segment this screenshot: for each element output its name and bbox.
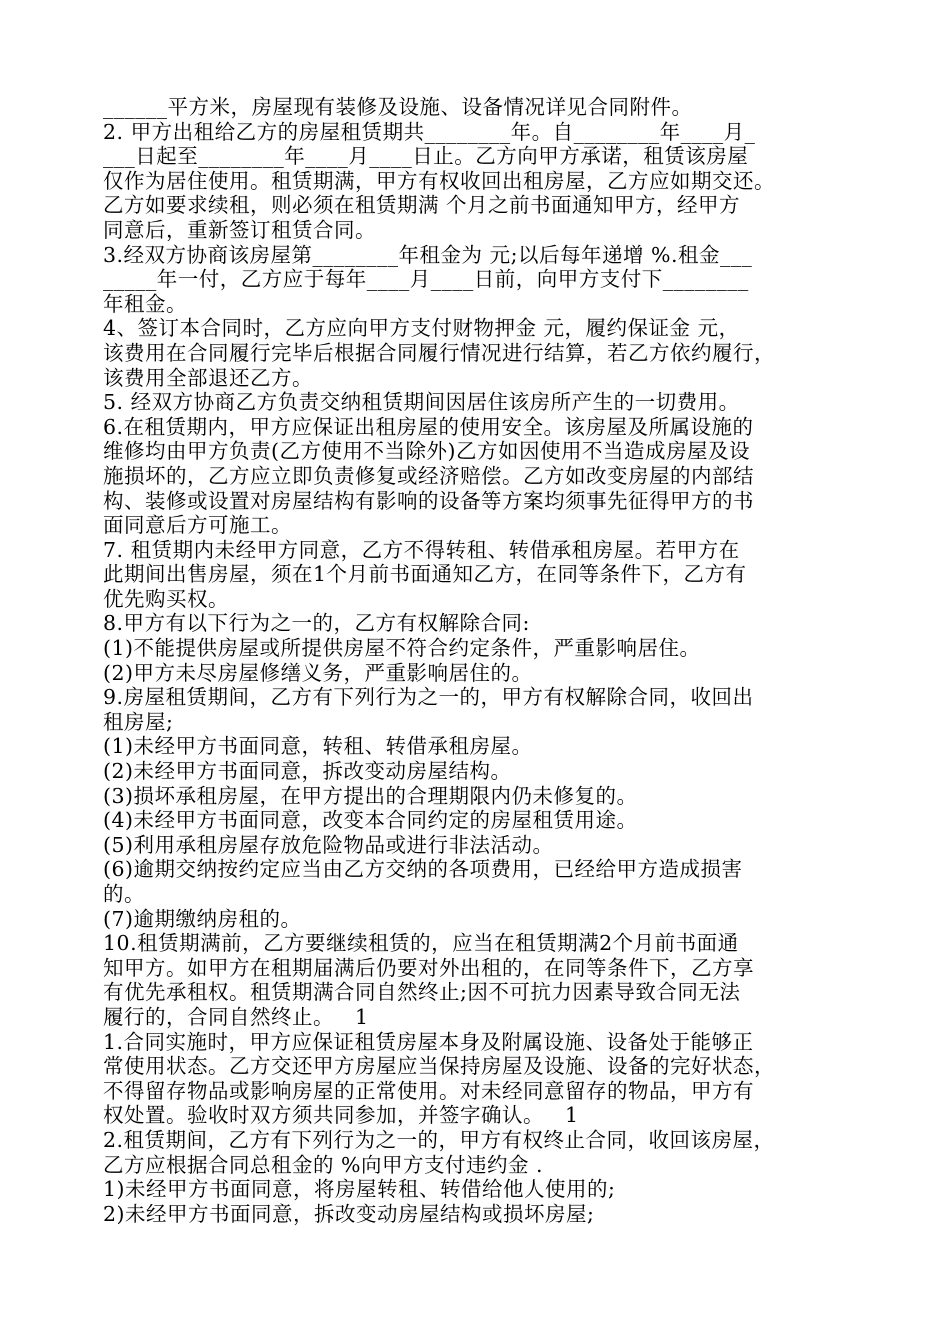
text-line: 该费用在合同履行完毕后根据合同履行情况进行结算，若乙方依约履行，: [103, 340, 775, 365]
document-body: [103, 95, 855, 1226]
text-line: 2)未经甲方书面同意，拆改变动房屋结构或损坏房屋;: [103, 1201, 595, 1226]
text-line: 不得留存物品或影响房屋的正常使用。对未经同意留存的物品，甲方有: [103, 1078, 754, 1103]
text-line: (7)逾期缴纳房租的。: [103, 906, 302, 931]
text-line: (2)未经甲方书面同意，拆改变动房屋结构。: [103, 759, 512, 784]
text-line: 8.甲方有以下行为之一的，乙方有权解除合同:: [103, 611, 530, 636]
text-line: 2. 甲方出租给乙方的房屋租赁期共________年。自________年____月_: [103, 119, 756, 144]
text-line: 年租金。: [103, 291, 187, 316]
text-line: 1)未经甲方书面同意，将房屋转租、转借给他人使用的;: [103, 1177, 616, 1202]
text-line: (4)未经甲方书面同意，改变本合同约定的房屋租赁用途。: [103, 808, 638, 833]
text-line: 维修均由甲方负责(乙方使用不当除外)乙方如因使用不当造成房屋及设: [103, 439, 750, 464]
text-line: 3.经双方协商该房屋第________年租金为 元;以后每年递增 %.租金___: [103, 242, 753, 267]
text-line: 仅作为居住使用。租赁期满，甲方有权收回出租房屋，乙方应如期交还。: [103, 168, 775, 193]
text-line: 9.房屋租赁期间，乙方有下列行为之一的，甲方有权解除合同，收回出: [103, 685, 754, 710]
text-line: (6)逾期交纳按约定应当由乙方交纳的各项费用，已经给甲方造成损害: [103, 857, 743, 882]
text-line: 权处置。验收时双方须共同参加，并签字确认。 1: [103, 1103, 579, 1128]
text-line: 常使用状态。乙方交还甲方房屋应当保持房屋及设施、设备的完好状态，: [103, 1054, 775, 1079]
text-line: (2)甲方未尽房屋修缮义务，严重影响居住的。: [103, 660, 533, 685]
text-line: ___日起至________年____月____日止。乙方向甲方承诺，租赁该房屋: [103, 144, 749, 169]
text-line: 的。: [103, 882, 145, 906]
text-line: _____年一付，乙方应于每年____月____日前，向甲方支付下________: [103, 267, 749, 292]
text-line: 同意后，重新签订租赁合同。: [103, 217, 376, 242]
text-line: 7. 租赁期内未经甲方同意，乙方不得转租、转借承租房屋。若甲方在: [103, 537, 740, 562]
text-line: (3)损坏承租房屋，在甲方提出的合理期限内仍未修复的。: [103, 783, 638, 808]
text-line: 乙方如要求续租，则必须在租赁期满 个月之前书面通知甲方，经甲方: [103, 193, 741, 218]
text-line: 履行的，合同自然终止。 1: [103, 1004, 369, 1029]
text-line: 5. 经双方协商乙方负责交纳租赁期间因居住该房所产生的一切费用。: [103, 390, 740, 415]
text-line: 4、签订本合同时，乙方应向甲方支付财物押金 元，履约保证金 元，: [103, 316, 740, 341]
text-line: 施损坏的，乙方应立即负责修复或经济赔偿。乙方如改变房屋的内部结: [103, 463, 754, 488]
text-line: (5)利用承租房屋存放危险物品或进行非法活动。: [103, 832, 554, 857]
text-line: ______平方米，房屋现有装修及设施、设备情况详见合同附件。: [103, 95, 693, 119]
text-line: 此期间出售房屋，须在1个月前书面通知乙方，在同等条件下，乙方有: [103, 562, 747, 587]
text-line: 2.租赁期间，乙方有下列行为之一的，甲方有权终止合同，收回该房屋，: [103, 1127, 775, 1152]
text-line: 构、装修或设置对房屋结构有影响的设备等方案均须事先征得甲方的书: [103, 488, 754, 513]
text-line: 该费用全部退还乙方。: [103, 365, 313, 390]
text-line: 知甲方。如甲方在租期届满后仍要对外出租的，在同等条件下，乙方享: [103, 955, 754, 980]
text-line: 6.在租赁期内，甲方应保证出租房屋的使用安全。该房屋及所属设施的: [103, 414, 754, 439]
text-line: 优先购买权。: [103, 586, 229, 611]
text-line: (1)未经甲方书面同意，转租、转借承租房屋。: [103, 734, 533, 759]
text-line: 乙方应根据合同总租金的 %向甲方支付违约金 .: [103, 1152, 544, 1177]
text-line: 10.租赁期满前，乙方要继续租赁的，应当在租赁期满2个月前书面通: [103, 931, 739, 956]
text-line: 面同意后方可施工。: [103, 513, 292, 538]
text-line: 租房屋;: [103, 709, 174, 734]
text-line: 有优先承租权。租赁期满合同自然终止;因不可抗力因素导致合同无法: [103, 980, 741, 1005]
text-line: 1.合同实施时，甲方应保证租赁房屋本身及附属设施、设备处于能够正: [103, 1029, 754, 1054]
text-line: (1)不能提供房屋或所提供房屋不符合约定条件，严重影响居住。: [103, 636, 701, 661]
